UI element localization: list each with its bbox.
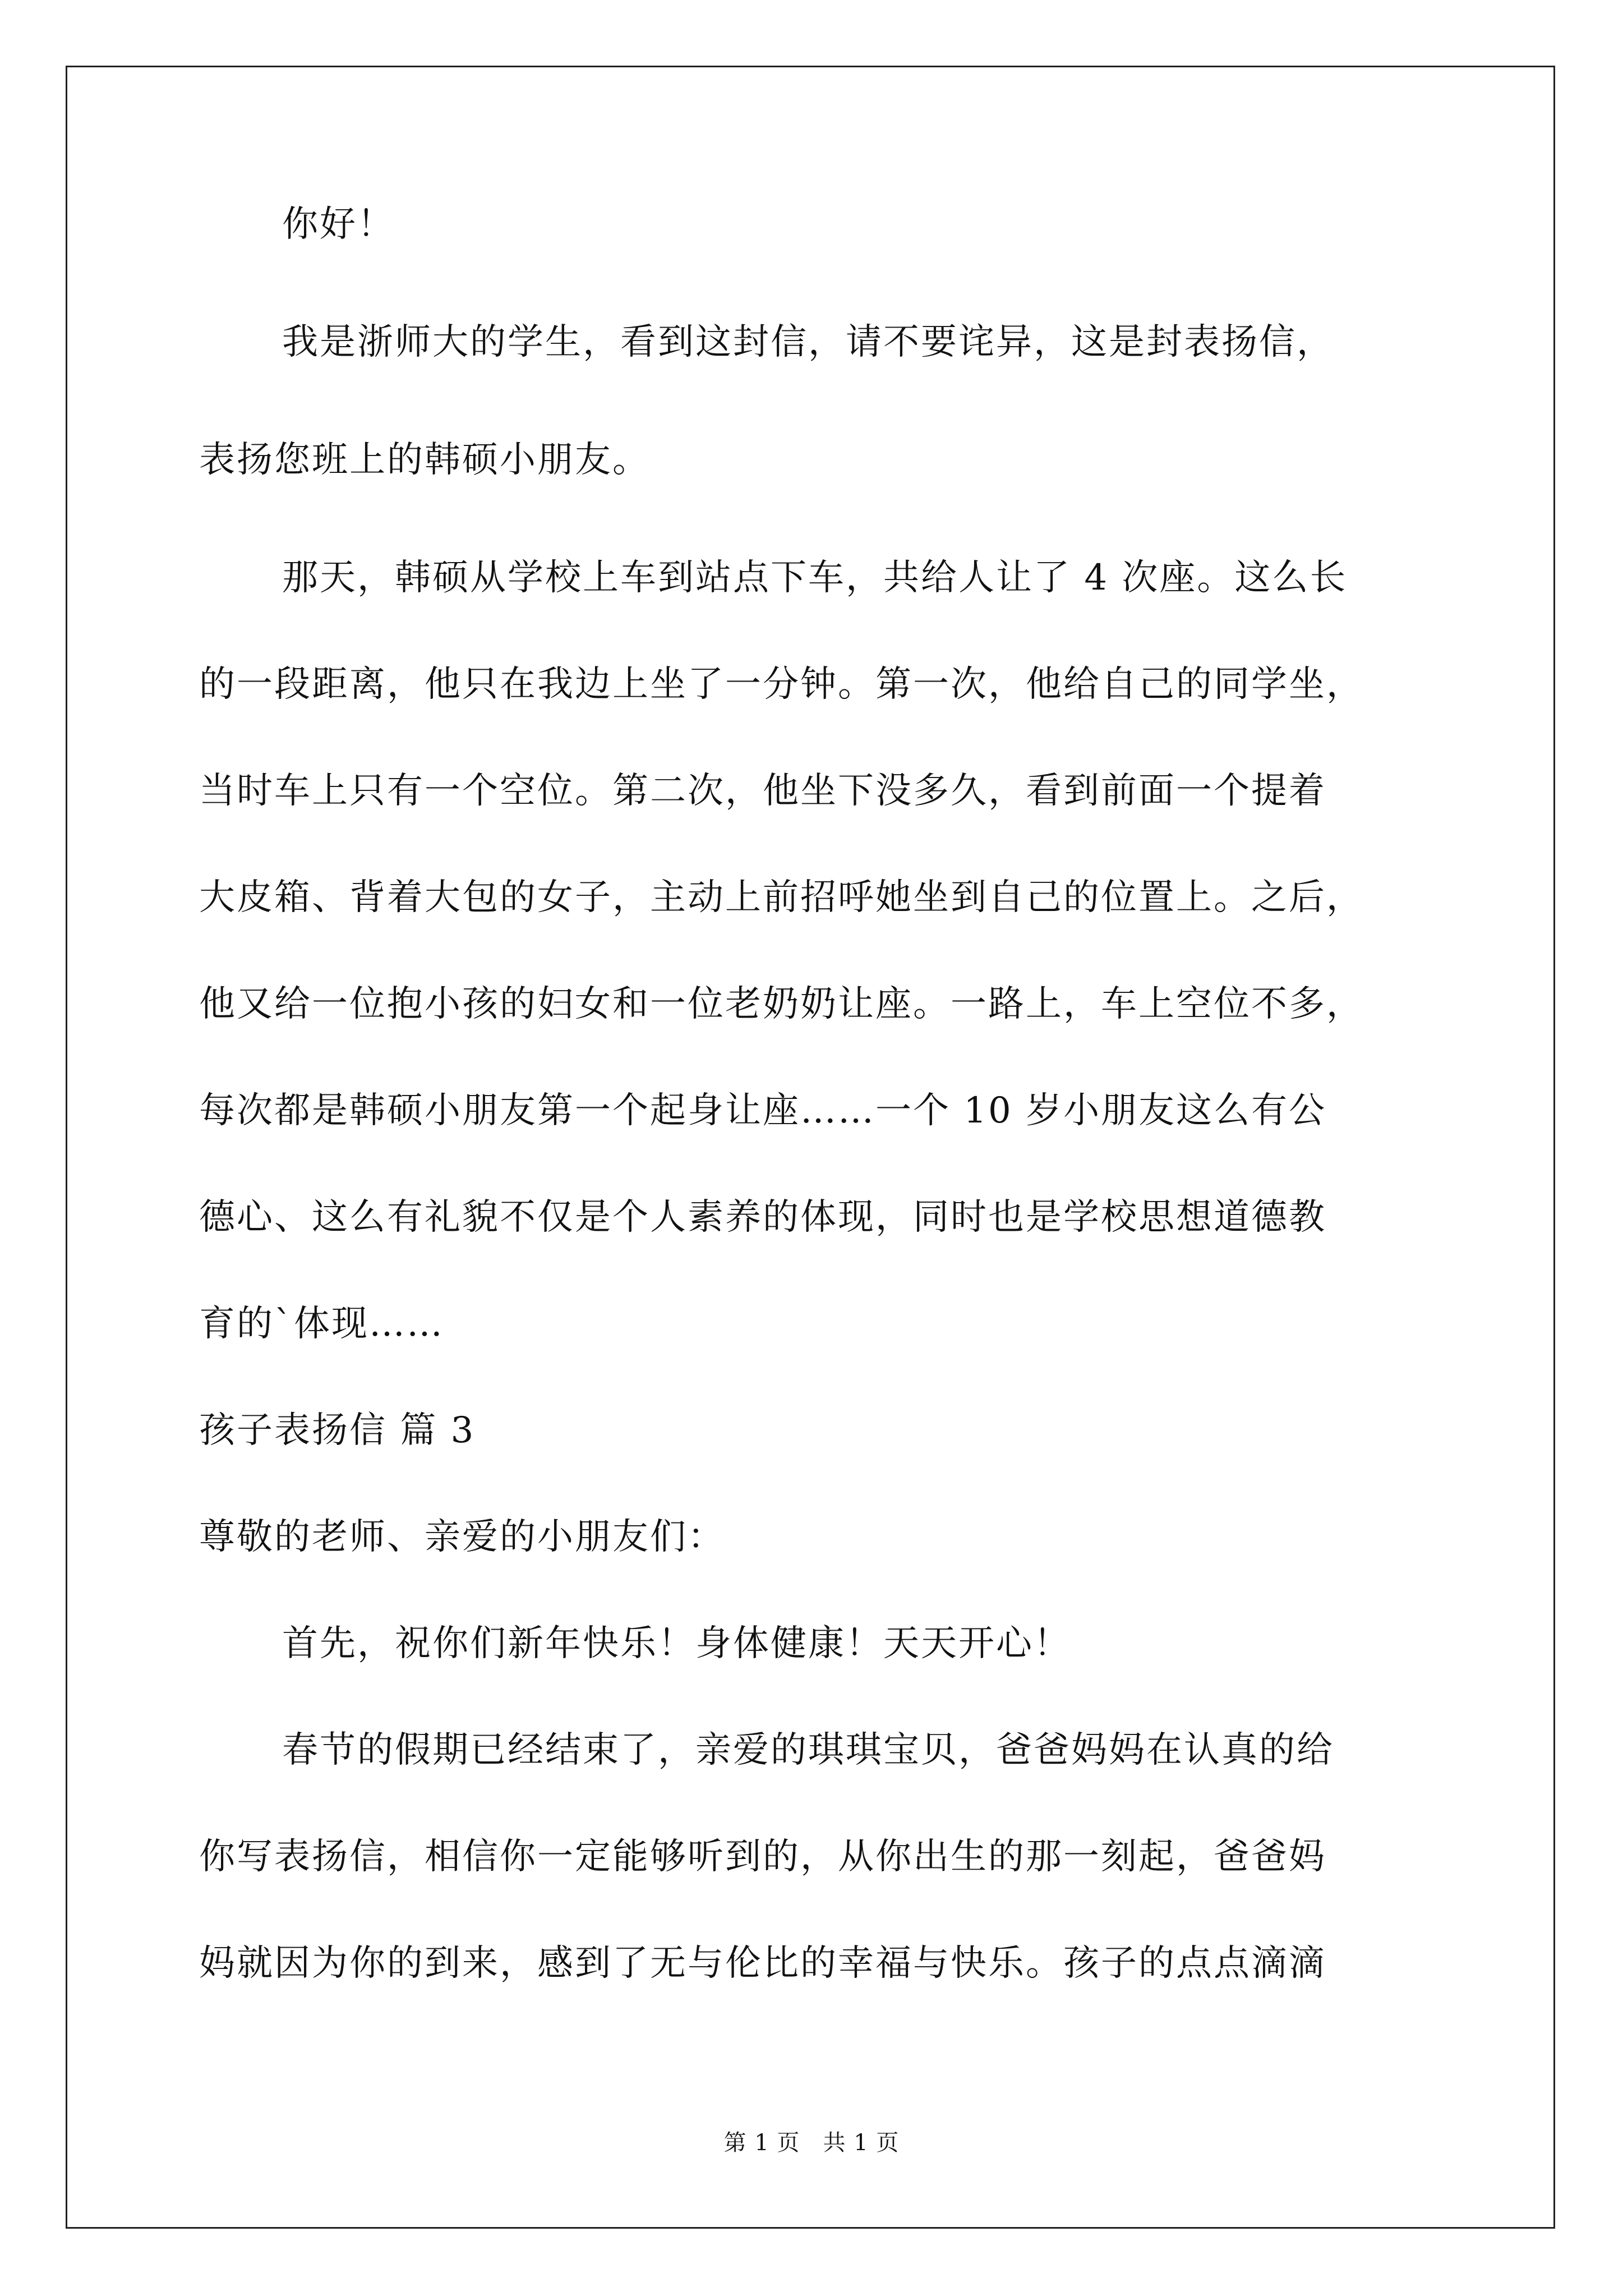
paragraph-line: 你写表扬信，相信你一定能够听到的，从你出生的那一刻起，爸爸妈 <box>199 1836 1326 1878</box>
paragraph-line: 每次都是韩硕小朋友第一个起身让座……一个 10 岁小朋友这么有公 <box>199 1090 1327 1131</box>
paragraph-line: 春节的假期已经结束了，亲爱的琪琪宝贝，爸爸妈妈在认真的给 <box>282 1729 1334 1771</box>
section-heading: 孩子表扬信 篇 3 <box>199 1410 476 1451</box>
paragraph-line: 我是浙师大的学生，看到这封信，请不要诧异，这是封表扬信， <box>282 321 1334 363</box>
page-footer: 第 1 页 共 1 页 <box>723 2130 900 2156</box>
paragraph-line: 当时车上只有一个空位。第二次，他坐下没多久，看到前面一个提着 <box>199 770 1326 812</box>
paragraph-line: 表扬您班上的韩硕小朋友。 <box>199 439 650 481</box>
paragraph-line: 育的`体现…… <box>199 1303 444 1345</box>
paragraph-line: 他又给一位抱小孩的妇女和一位老奶奶让座。一路上，车上空位不多， <box>199 983 1364 1025</box>
salutation-line: 尊敬的老师、亲爱的小朋友们： <box>199 1516 725 1558</box>
paragraph-line: 德心、这么有礼貌不仅是个人素养的体现，同时也是学校思想道德教 <box>199 1197 1326 1238</box>
paragraph-line: 的一段距离，他只在我边上坐了一分钟。第一次，他给自己的同学坐， <box>199 664 1364 705</box>
greeting-line: 你好！ <box>282 204 395 245</box>
paragraph-line: 妈就因为你的到来，感到了无与伦比的幸福与快乐。孩子的点点滴滴 <box>199 1943 1326 1984</box>
paragraph-line: 首先，祝你们新年快乐！身体健康！天天开心！ <box>282 1623 1071 1664</box>
page-border <box>66 66 1555 2229</box>
paragraph-line: 大皮箱、背着大包的女子，主动上前招呼她坐到自己的位置上。之后， <box>199 877 1364 918</box>
paragraph-line: 那天，韩硕从学校上车到站点下车，共给人让了 4 次座。这么长 <box>282 557 1348 599</box>
